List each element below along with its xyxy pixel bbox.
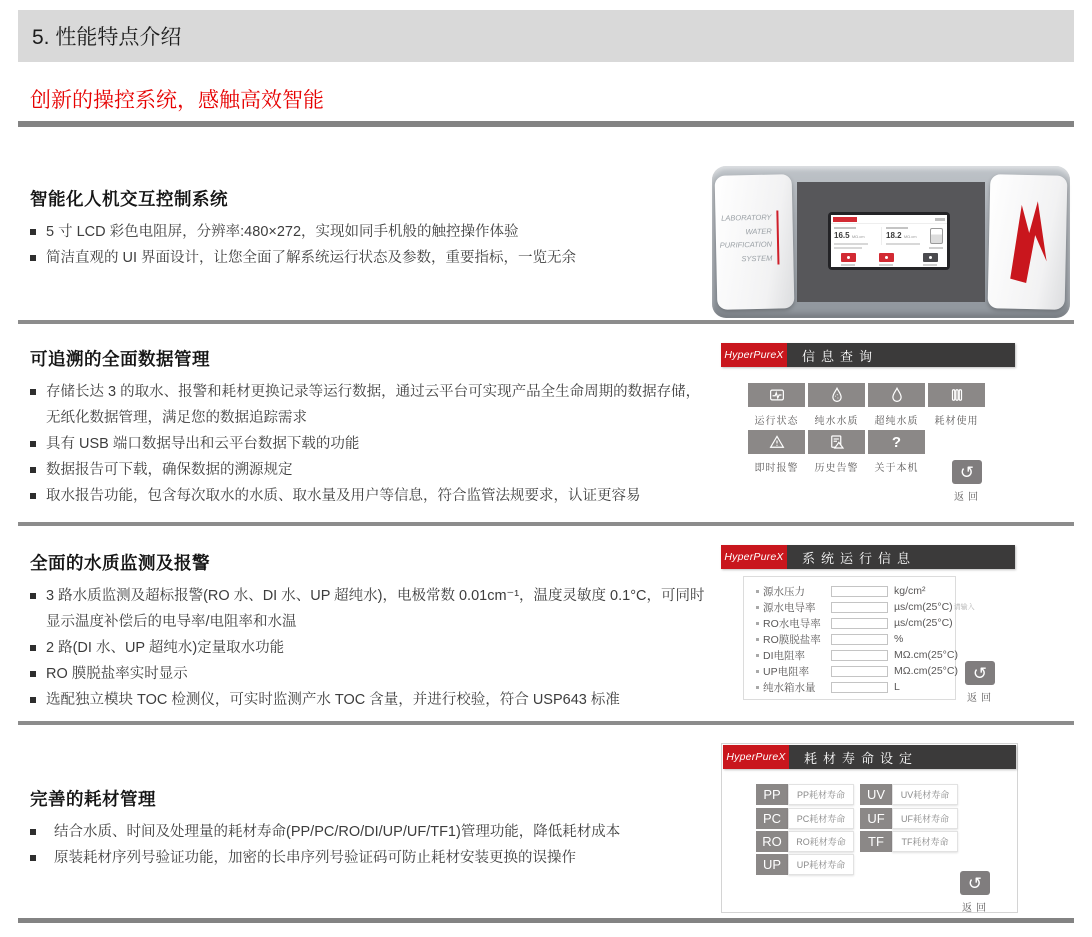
reading-row (756, 649, 958, 661)
bullet-item: 结合水质、时间及处理量的耗材寿命(PP/PC/RO/DI/UP/UF/TF1)管理功能，降低耗材成本 (30, 819, 708, 845)
button-caption (923, 264, 937, 266)
readout-value (886, 231, 925, 241)
tile-instant-alarm (748, 430, 805, 474)
readout-subline (886, 243, 920, 245)
section-heading: 完善的耗材管理 (30, 789, 156, 809)
back-button: ↺ (965, 661, 995, 685)
consumable-field: UV耗材寿命 (892, 784, 958, 805)
di-unit: MΩ.cm (851, 234, 865, 239)
pure-water-quality-icon (808, 383, 865, 407)
tile-ultrapure-quality (868, 383, 925, 427)
screen-di-readout (834, 227, 878, 249)
bullet-item: 具有 USB 端口数据导出和云平台数据下载的功能 (30, 431, 708, 457)
consumable-field: UP耗材寿命 (788, 854, 854, 875)
brand-logo: HyperPureX (721, 545, 787, 569)
bullet-item: 存储长达 3 的取水、报警和耗材更换记录等运行数据，通过云平台可实现产品全生命周期的数据存储，无纸化数据管理，满足您的数据追踪需求 (30, 379, 708, 431)
tank-label (929, 247, 943, 249)
row-label: 纯水箱水量 (763, 681, 816, 694)
back-button: ↺ (952, 460, 982, 484)
tile-label: 耗材使用 (934, 416, 979, 427)
row-unit: L (894, 681, 900, 693)
consumable-key: UV (860, 784, 892, 805)
consumable-key: PP (756, 784, 788, 805)
row-bullet (756, 686, 759, 689)
screenshot-info-query (721, 343, 1018, 503)
bullet-item: 数据报告可下载，确保数据的溯源规定 (30, 457, 708, 483)
panel-title: 信息查询 (802, 348, 879, 364)
row-bullet (756, 590, 759, 593)
screenshot-consumable-settings (721, 743, 1018, 913)
run-status-icon (748, 383, 805, 407)
row-unit: MΩ.cm(25°C) (894, 649, 958, 661)
side-label-line: SYSTEM (741, 253, 773, 263)
tile-about (868, 430, 925, 474)
divider-top (18, 121, 1074, 127)
screenshot-system-info (721, 545, 1018, 715)
row-unit: µs/cm(25°C) (894, 601, 953, 613)
row-label: DI电阻率 (763, 649, 805, 662)
brand-bolt-icon (1004, 199, 1052, 286)
row-input (831, 650, 888, 661)
screen-up-readout (881, 227, 925, 245)
row-input (831, 618, 888, 629)
panel-header (721, 545, 1015, 569)
bullet-item: 5 寸 LCD 彩色电阻屏，分辨率:480×272，实现如同手机般的触控操作体验 (30, 219, 708, 245)
device-screen (828, 212, 950, 270)
reading-row (756, 681, 900, 693)
tile-row-1 (748, 383, 985, 427)
consumable-field: PP耗材寿命 (788, 784, 854, 805)
tile-history-alarm (808, 430, 865, 474)
row-unit: MΩ.cm(25°C) (894, 665, 958, 677)
button-caption (879, 264, 893, 266)
row-unit: % (894, 633, 904, 645)
readout-subline (834, 243, 868, 245)
side-label-line: PURIFICATION (719, 239, 773, 250)
divider-1 (18, 320, 1074, 324)
tile-row-2 (748, 430, 925, 474)
screen-time (935, 218, 945, 221)
row-bullet (756, 638, 759, 641)
bullet-item: 2 路(DI 水、UP 超纯水)定量取水功能 (30, 635, 708, 661)
instant-alarm-icon (748, 430, 805, 454)
consumable-uv (860, 784, 958, 805)
row-label: 源水电导率 (763, 601, 816, 614)
consumable-key: TF (860, 831, 892, 852)
readout-label (886, 227, 908, 229)
consumable-usage-icon (928, 383, 985, 407)
button-caption (841, 264, 855, 266)
row-input (831, 682, 888, 693)
tank-level-icon (930, 228, 943, 244)
tile-pure-water-quality (808, 383, 865, 427)
dispense-button-1 (841, 253, 856, 262)
row-label: RO膜脱盐率 (763, 633, 821, 646)
tile-label: 关于本机 (874, 463, 919, 474)
back-button: ↺ (960, 871, 990, 895)
panel-header (723, 745, 1016, 769)
menu-button (923, 253, 938, 262)
side-label-line: WATER (745, 226, 772, 236)
consumable-pc (756, 808, 854, 829)
back-label: 返回 (962, 903, 990, 914)
page-title-bar (18, 10, 1074, 62)
di-value: 16.5 (834, 231, 850, 240)
tile-consumable-usage (928, 383, 985, 427)
page-subtitle: 创新的操控系统，感触高效智能 (30, 89, 324, 112)
device-right-panel (988, 174, 1068, 310)
ultrapure-quality-icon (868, 383, 925, 407)
device-screen-ui (831, 215, 947, 267)
brand-logo: HyperPureX (721, 343, 787, 367)
screen-logo (833, 217, 857, 222)
divider-3 (18, 721, 1074, 725)
consumable-field: UF耗材寿命 (892, 808, 958, 829)
bullet-list (30, 379, 708, 509)
section-heading: 可追溯的全面数据管理 (30, 349, 210, 369)
consumable-pp (756, 784, 854, 805)
page-title: 5. 性能特点介绍 (32, 26, 182, 49)
panel-title: 系统运行信息 (802, 550, 917, 566)
bullet-list (30, 219, 708, 271)
bullet-item: 3 路水质监测及超标报警(RO 水、DI 水、UP 超纯水)，电极常数 0.01cm⁻¹，温度灵敏度 0.1°C，可同时显示温度补偿后的电导率/电阻率和水温 (30, 583, 708, 635)
section-heading: 智能化人机交互控制系统 (30, 189, 228, 209)
section-water-monitoring (30, 550, 708, 713)
device-photo (712, 166, 1070, 318)
consumable-key: UP (756, 854, 788, 875)
row-note: 请输入 (953, 604, 975, 611)
reading-row (756, 633, 903, 645)
tile-label: 即时报警 (754, 463, 799, 474)
row-label: RO水电导率 (763, 617, 821, 630)
row-bullet (756, 654, 759, 657)
consumable-field: RO耗材寿命 (788, 831, 854, 852)
section-heading: 全面的水质监测及报警 (30, 553, 210, 573)
bullet-list (30, 583, 708, 713)
row-unit: µs/cm(25°C) (894, 617, 953, 629)
section-hmi-control (30, 186, 708, 271)
section-data-management (30, 346, 708, 509)
consumable-ro (756, 831, 854, 852)
about-icon: ? (868, 430, 925, 454)
row-input (831, 666, 888, 677)
up-value: 18.2 (886, 231, 902, 240)
section-consumable-management (30, 786, 708, 871)
reading-row (756, 665, 958, 677)
bullet-item: RO 膜脱盐率实时显示 (30, 661, 708, 687)
device-left-panel (715, 174, 795, 310)
bullet-list (30, 819, 708, 871)
consumable-key: PC (756, 808, 788, 829)
tile-label: 纯水水质 (814, 416, 859, 427)
dispense-button-2 (879, 253, 894, 262)
consumable-field: TF耗材寿命 (892, 831, 958, 852)
row-unit: kg/cm² (894, 585, 926, 597)
back-label: 返回 (954, 492, 982, 503)
readout-value (834, 231, 878, 241)
readout-label (834, 227, 856, 229)
back-label: 返回 (967, 693, 995, 704)
consumable-tf (860, 831, 958, 852)
tile-run-status (748, 383, 805, 427)
device-side-label (719, 210, 779, 265)
row-input (831, 586, 888, 597)
tile-label: 运行状态 (754, 416, 799, 427)
consumable-uf (860, 808, 958, 829)
tile-label: 超纯水质 (874, 416, 919, 427)
reading-row (756, 601, 975, 613)
row-bullet (756, 622, 759, 625)
readings-box (743, 576, 975, 700)
side-label-line: LABORATORY (721, 212, 772, 223)
screen-statusbar (831, 215, 947, 224)
consumable-field: PC耗材寿命 (788, 808, 854, 829)
bullet-item: 简洁直观的 UI 界面设计，让您全面了解系统运行状态及参数，重要指标，一览无余 (30, 245, 708, 271)
bullet-item: 取水报告功能，包含每次取水的水质、取水量及用户等信息，符合监管法规要求，认证更容易 (30, 483, 708, 509)
reading-row (756, 585, 926, 597)
panel-header (721, 343, 1015, 367)
row-label: 源水压力 (763, 585, 805, 598)
history-alarm-icon (808, 430, 865, 454)
bullet-item: 原装耗材序列号验证功能，加密的长串序列号验证码可防止耗材安装更换的误操作 (30, 845, 708, 871)
divider-bottom (18, 918, 1074, 923)
tile-label: 历史告警 (814, 463, 859, 474)
consumable-key: UF (860, 808, 892, 829)
row-bullet (756, 670, 759, 673)
up-unit: MΩ.cm (903, 234, 917, 239)
reading-row (756, 617, 953, 629)
row-input (831, 634, 888, 645)
row-bullet (756, 606, 759, 609)
row-input (831, 602, 888, 613)
brand-logo: HyperPureX (723, 745, 789, 769)
readout-subline (834, 247, 862, 249)
consumable-up (756, 854, 854, 875)
panel-title: 耗材寿命设定 (804, 750, 919, 766)
consumable-key: RO (756, 831, 788, 852)
row-label: UP电阻率 (763, 665, 810, 678)
divider-2 (18, 522, 1074, 526)
bullet-item: 选配独立模块 TOC 检测仪，可实时监测产水 TOC 含量，并进行校验，符合 USP643 标准 (30, 687, 708, 713)
